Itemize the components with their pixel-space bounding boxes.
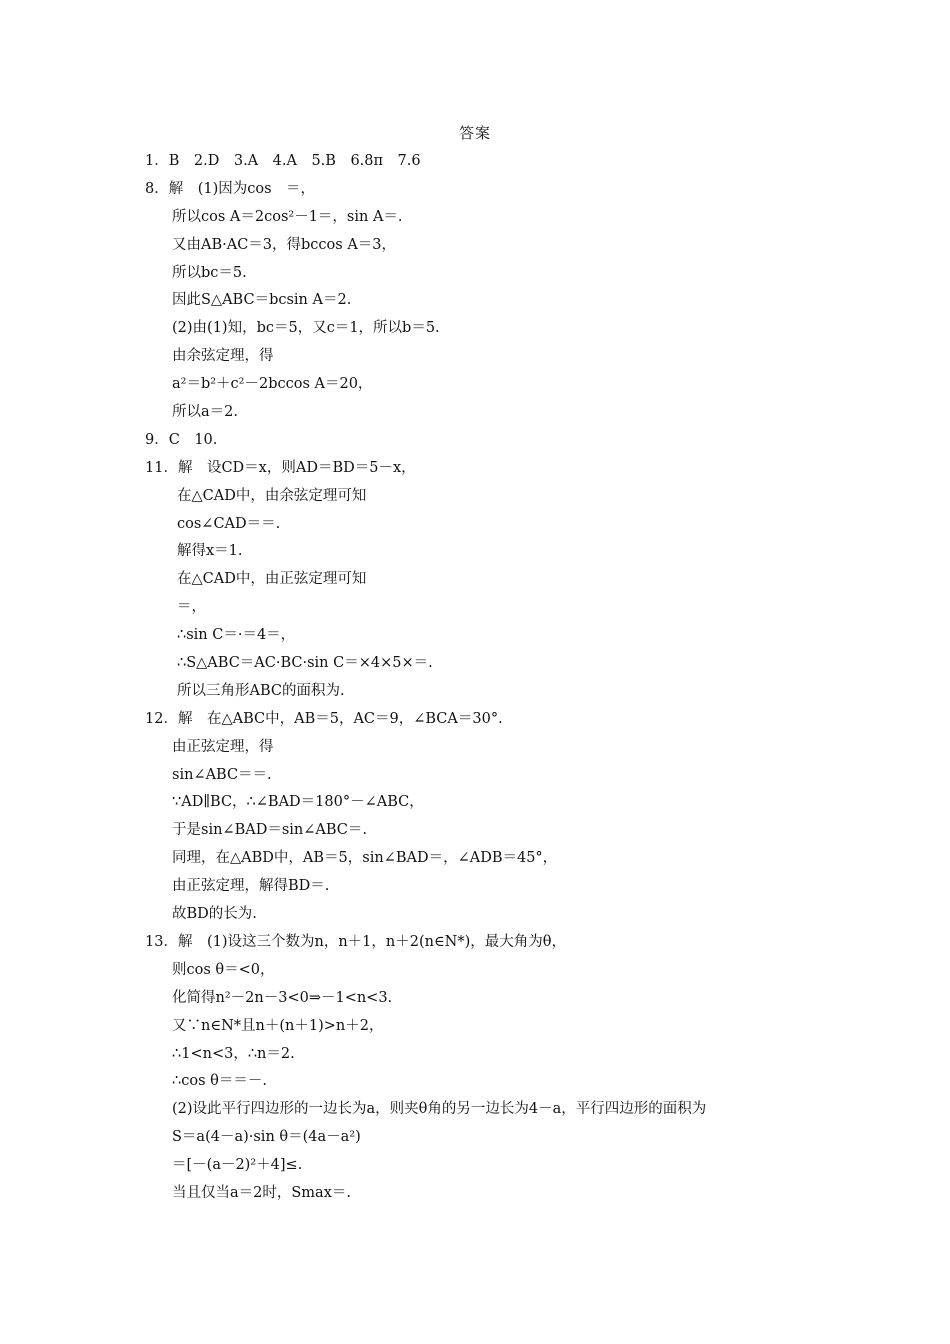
answer-line: 所以a＝2. — [172, 404, 238, 421]
answer-line: 13．解 (1)设这三个数为n，n＋1，n＋2(n∈N*)，最大角为θ， — [145, 933, 567, 950]
answer-line: ∴S△ABC＝AC·BC·sin C＝×4×5×＝. — [177, 655, 433, 672]
answer-line: 8．解 (1)因为cos ＝， — [145, 180, 316, 197]
answer-line: 因此S△ABC＝bcsin A＝2. — [172, 292, 352, 309]
answer-line: 1．B 2.D 3.A 4.A 5.B 6.8π 7.6 — [145, 153, 421, 169]
answer-line: (2)设此平行四边形的一边长为a，则夹θ角的另一边长为4－a，平行四边形的面积为 — [172, 1101, 707, 1118]
answer-line: 11．解 设CD＝x，则AD＝BD＝5－x， — [145, 459, 416, 476]
answer-line: 故BD的长为. — [172, 906, 257, 923]
answer-line: 9．C 10. — [145, 431, 218, 448]
answer-line: 由正弦定理，解得BD＝. — [172, 878, 330, 895]
answer-list — [0, 148, 950, 1208]
answer-line: (2)由(1)知，bc＝5，又c＝1，所以b＝5. — [172, 320, 440, 337]
answer-line: 同理，在△ABD中，AB＝5，sin∠BAD＝，∠ADB＝45°， — [172, 850, 558, 867]
answer-line: 12．解 在△ABC中，AB＝5，AC＝9，∠BCA＝30°. — [145, 710, 503, 727]
answer-line: 当且仅当a＝2时，Smax＝. — [172, 1184, 351, 1201]
answer-line: ＝， — [177, 599, 206, 616]
answer-line: 在△CAD中，由余弦定理可知 — [177, 487, 367, 504]
answer-line: ∵AD∥BC，∴∠BAD＝180°－∠ABC， — [172, 794, 424, 811]
answer-line: a²＝b²＋c²－2bccos A＝20， — [172, 376, 373, 393]
answer-line: 所以bc＝5. — [172, 264, 247, 281]
answer-line: S＝a(4－a)·sin θ＝(4a－a²) — [172, 1129, 361, 1146]
answer-line: 在△CAD中，由正弦定理可知 — [177, 571, 367, 588]
answer-line: 则cos θ＝<0， — [172, 961, 275, 978]
answer-line: 解得x＝1. — [177, 543, 243, 560]
answer-line: 所以三角形ABC的面积为. — [177, 682, 345, 699]
answer-line: ＝[－(a－2)²＋4]≤. — [172, 1157, 303, 1174]
answer-line: ∴cos θ＝＝－. — [172, 1073, 267, 1090]
answer-line: cos∠CAD＝＝. — [177, 515, 281, 532]
answer-line: 又由AB·AC＝3，得bccos A＝3， — [172, 236, 397, 253]
answer-line: 又∵n∈N*且n＋(n＋1)>n＋2， — [172, 1017, 384, 1034]
answer-line: 于是sin∠BAD＝sin∠ABC＝. — [172, 822, 367, 839]
answer-line: ∴1<n<3，∴n＝2. — [172, 1045, 295, 1062]
answer-line: 由正弦定理，得 — [172, 738, 274, 755]
answer-line: sin∠ABC＝＝. — [172, 766, 272, 783]
page-title: 答案 — [458, 124, 491, 142]
answer-line: 化简得n²－2n－3<0⇒－1<n<3. — [172, 989, 393, 1006]
answer-line: ∴sin C＝·＝4＝， — [177, 627, 296, 644]
answer-line: 由余弦定理，得 — [172, 348, 274, 365]
answer-line: 所以cos A＝2cos²－1＝，sin A＝. — [172, 208, 403, 225]
